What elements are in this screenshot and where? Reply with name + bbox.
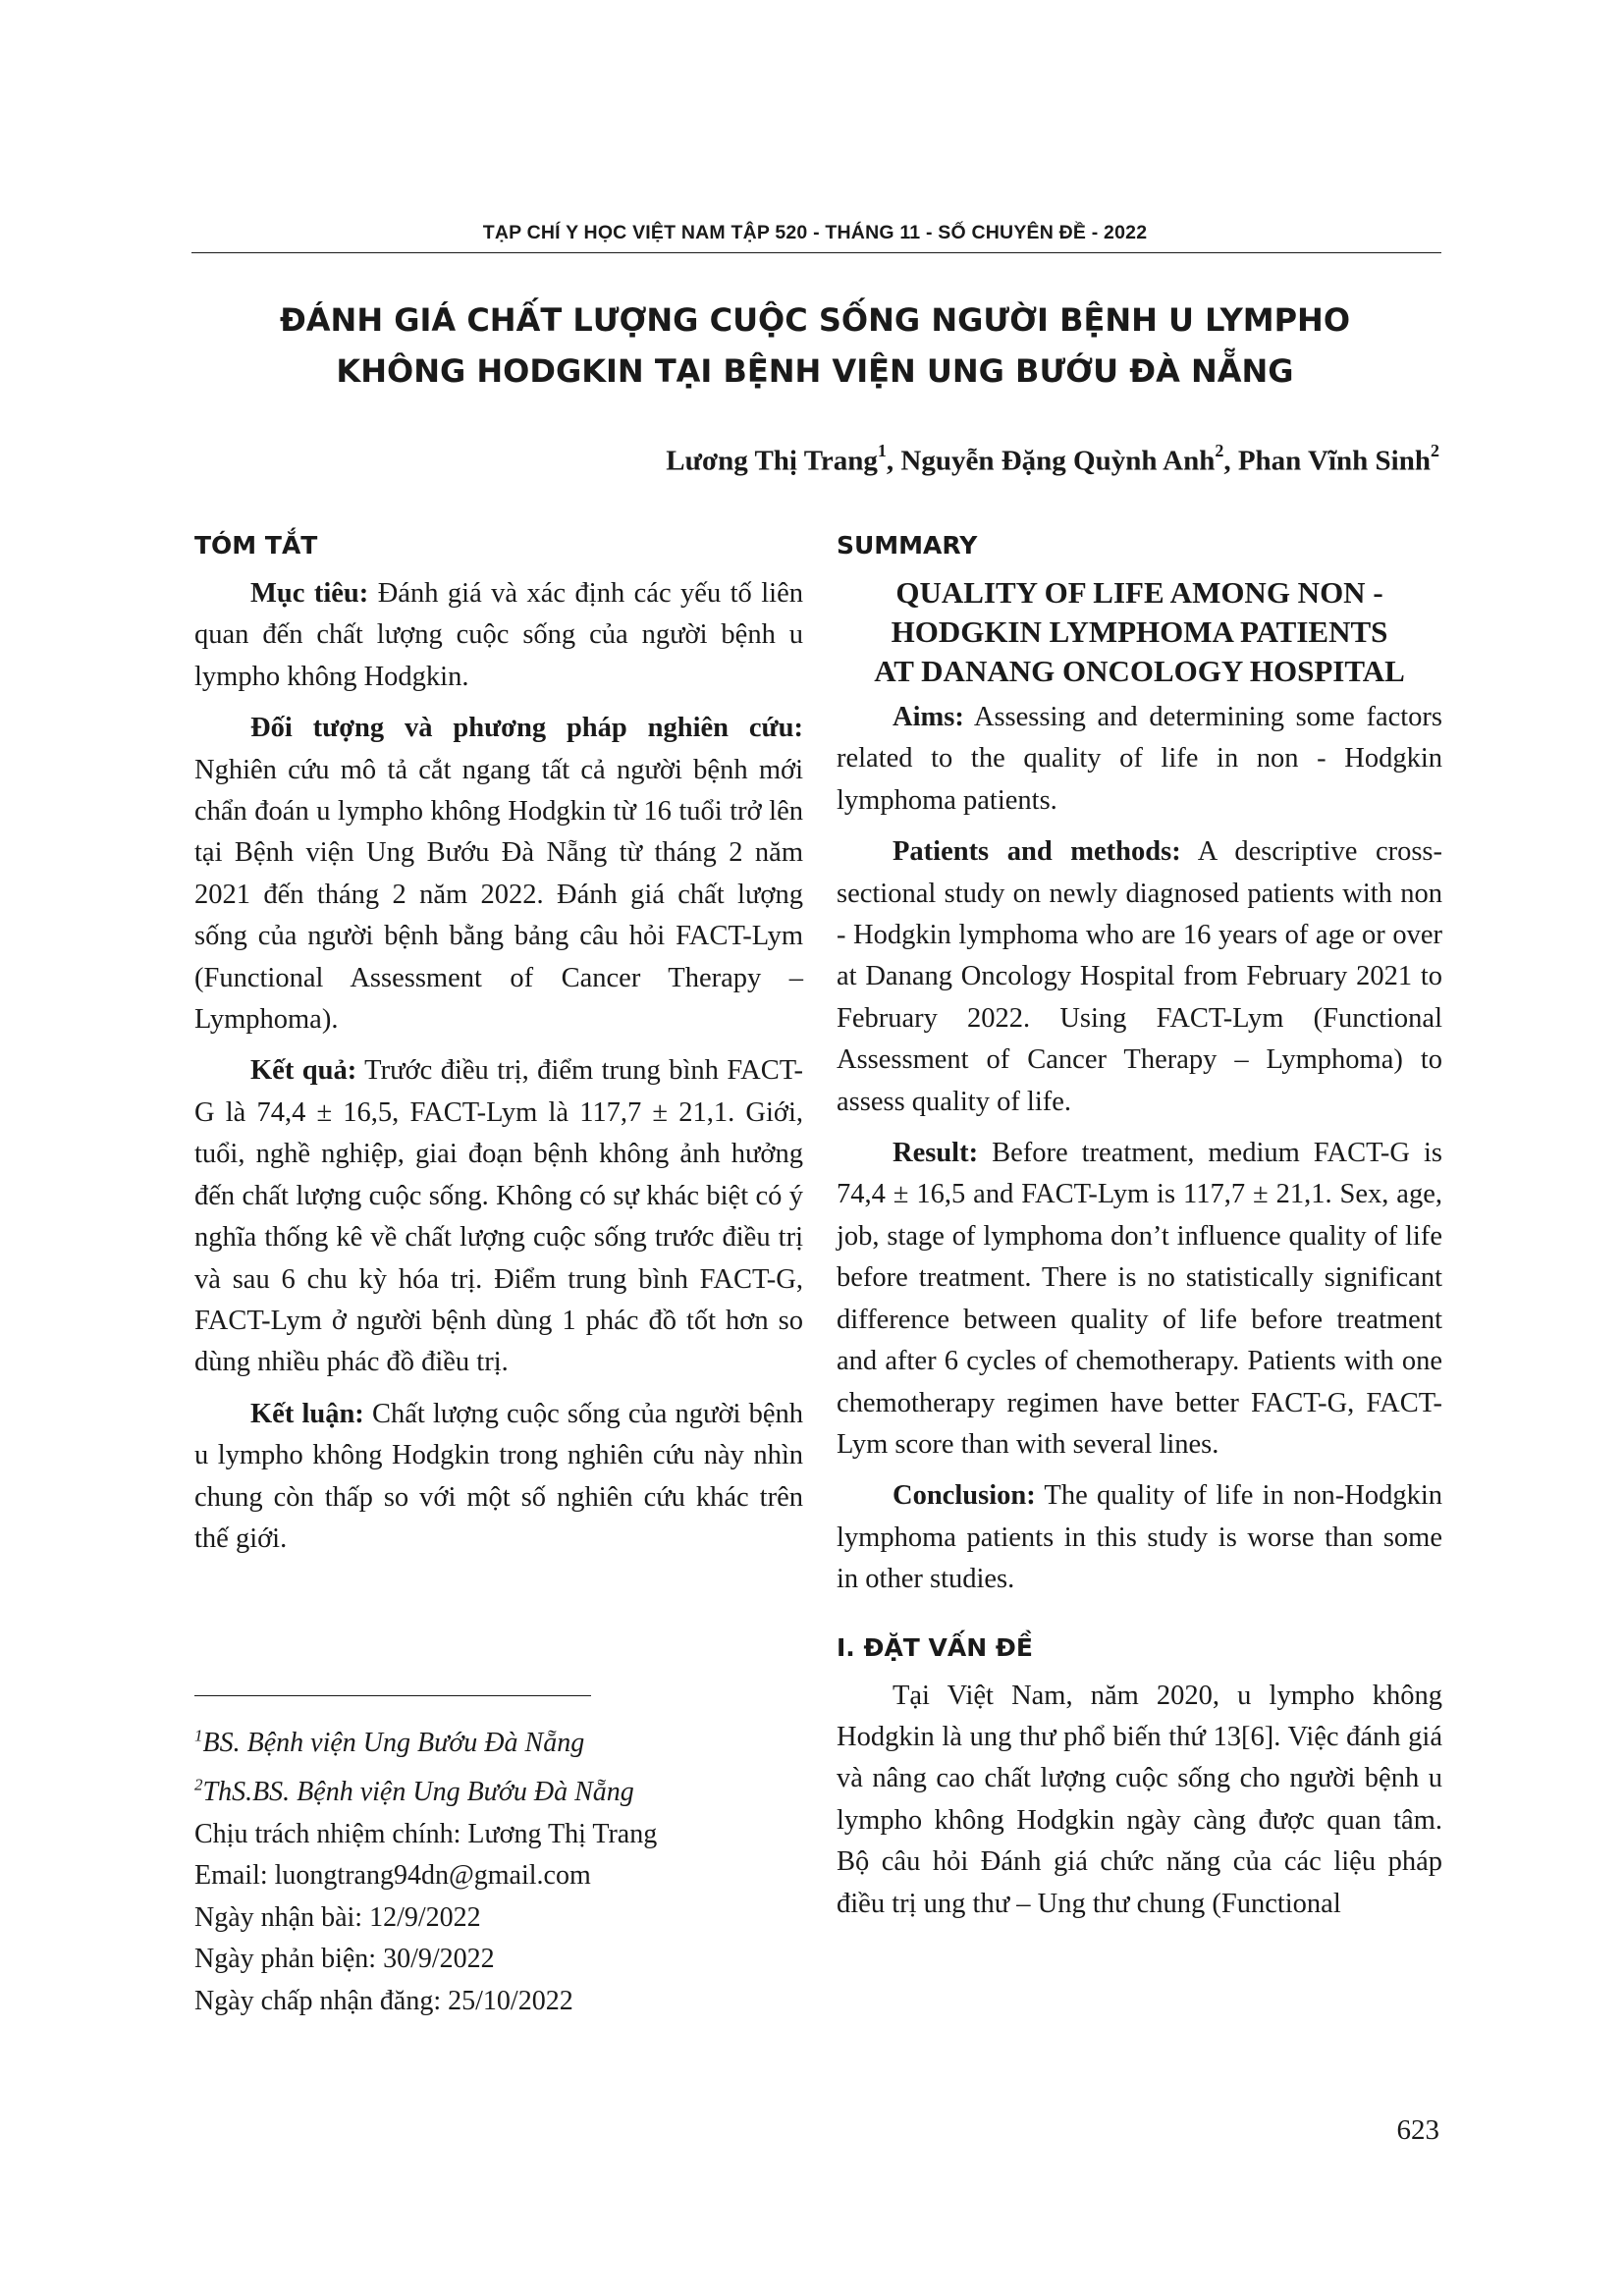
paragraph-label: Đối tượng và phương pháp nghiên cứu:: [250, 713, 803, 744]
affiliation-mark: 2: [194, 1775, 203, 1794]
abstract-vi-methods: [194, 708, 803, 1041]
author-name: Nguyễn Đặng Quỳnh Anh: [900, 445, 1216, 477]
abstract-vi-heading: TÓM TẮT: [194, 531, 318, 560]
abstract-vi-results: [194, 1050, 803, 1383]
paragraph-text: Chất lượng cuộc sống của người bệnh u lympho không Hodgkin trong nghiên cứu này nhìn chung còn thấp so với một số nghiên cứu khác trên thế giới.: [194, 1398, 804, 1554]
date-accepted: Ngày chấp nhận đăng: 25/10/2022: [194, 1985, 573, 2016]
footnotes: [194, 1716, 657, 2022]
author-name: Lương Thị Trang: [666, 445, 878, 477]
paragraph-text: Đánh giá và xác định các yếu tố liên quan đến chất lượng cuộc sống của người bệnh u lympho không Hodgkin.: [194, 578, 803, 692]
affiliation-text: BS. Bệnh viện Ung Bướu Đà Nẵng: [202, 1728, 585, 1759]
email: Email: luongtrang94dn@gmail.com: [194, 1860, 591, 1892]
abstract-vi-conclusion: [194, 1394, 803, 1561]
date-received: Ngày nhận bài: 12/9/2022: [194, 1901, 481, 1933]
summary-conclusion: [837, 1475, 1442, 1600]
summary-result: [837, 1133, 1442, 1466]
title-line-2: KHÔNG HODGKIN TẠI BỆNH VIỆN UNG BƯỚU ĐÀ NẴNG: [336, 352, 1294, 390]
intro-heading: I. ĐẶT VẤN ĐỀ: [837, 1632, 1033, 1662]
intro-paragraph: Tại Việt Nam, năm 2020, u lympho không Hodgkin là ung thư phổ biến thứ 13[6]. Việc đánh giá và nâng cao chất lượng cuộc sống cho người bệnh u lympho không Hodgkin ngày càng được quan tâm. Bộ câu hỏi Đánh giá chức năng của các liệu pháp điều trị ung thư – Ung thư chung (Functional: [837, 1680, 1442, 1919]
summary-methods: [837, 831, 1442, 1123]
paragraph-text: Assessing and determining some factors related to the quality of life in non - Hodgkin lymphoma patients.: [837, 702, 1442, 816]
paragraph-text: A descriptive cross-sectional study on newly diagnosed patients with non - Hodgkin lymphoma who are 16 years of age or over at Danang Oncology Hospital from February 2021 to February 2022. Using FACT-Lym (Functional Assessment of Cancer Therapy – Lymphoma) to assess quality of life.: [837, 836, 1443, 1117]
author-affiliation-mark: 2: [1215, 441, 1224, 460]
paragraph-label: Kết luận:: [250, 1398, 364, 1429]
author-affiliation-mark: 2: [1431, 441, 1439, 460]
english-title-line-3: AT DANANG ONCOLOGY HOSPITAL: [874, 654, 1405, 688]
english-title-line-1: QUALITY OF LIFE AMONG NON -: [895, 575, 1383, 610]
author-affiliation-mark: 1: [877, 441, 887, 460]
affiliation-1: [194, 1716, 657, 1765]
right-column: [837, 526, 1442, 1935]
paragraph-label: Conclusion:: [893, 1480, 1036, 1512]
english-title: [837, 573, 1442, 691]
paragraph-label: Result:: [893, 1138, 979, 1169]
date-reviewed: Ngày phản biện: 30/9/2022: [194, 1944, 495, 1975]
author-list: [666, 441, 1439, 478]
author-separator: ,: [1223, 445, 1238, 477]
english-title-line-2: HODGKIN LYMPHOMA PATIENTS: [891, 614, 1388, 649]
page-number: 623: [1396, 2114, 1439, 2146]
corresponding-author: Chịu trách nhiệm chính: Lương Thị Trang: [194, 1818, 658, 1849]
paragraph-label: Kết quả:: [250, 1055, 357, 1087]
title-line-1: ĐÁNH GIÁ CHẤT LƯỢNG CUỘC SỐNG NGƯỜI BỆNH U LYMPHO: [279, 301, 1351, 339]
paragraph-label: Aims:: [893, 702, 964, 732]
header-rule: [191, 252, 1441, 253]
paragraph-text: The quality of life in non-Hodgkin lymphoma patients in this study is worse than some in other studies.: [837, 1480, 1442, 1595]
affiliation-mark: 1: [194, 1727, 203, 1745]
paragraph-text: Trước điều trị, điểm trung bình FACT-G là 74,4 ± 16,5, FACT-Lym là 117,7 ± 21,1. Giới, tuổi, nghề nghiệp, giai đoạn bệnh không ảnh hưởng đến chất lượng cuộc sống. Không có sự khác biệt có ý nghĩa thống kê về chất lượng cuộc sống trước điều trị và sau 6 chu kỳ hóa trị. Điểm trung bình FACT-G, FACT-Lym ở người bệnh dùng 1 phác đồ tốt hơn so dùng nhiều phác đồ điều trị.: [194, 1055, 803, 1378]
summary-aims: [837, 697, 1442, 822]
footnote-rule: [194, 1695, 591, 1696]
affiliation-2: [194, 1765, 657, 1814]
paragraph-label: Mục tiêu:: [250, 578, 369, 609]
abstract-vi-objective: [194, 573, 803, 698]
paragraph-label: Patients and methods:: [893, 836, 1181, 868]
article-title: [191, 294, 1438, 397]
affiliation-text: ThS.BS. Bệnh viện Ung Bướu Đà Nẵng: [202, 1777, 634, 1808]
summary-heading: SUMMARY: [837, 531, 978, 560]
paragraph-text: Before treatment, medium FACT-G is 74,4 ± 16,5 and FACT-Lym is 117,7 ± 21,1. Sex, age, job, stage of lymphoma don’t influence quality of life before treatment. There is no statistically significant difference between quality of life before treatment and after 6 cycles of chemotherapy. Patients with one chemotherapy regimen have better FACT-G, FACT-Lym score than with several lines.: [837, 1138, 1442, 1460]
journal-header: TẠP CHÍ Y HỌC VIỆT NAM TẬP 520 - THÁNG 11 - SỐ CHUYÊN ĐỀ - 2022: [482, 222, 1148, 243]
author-separator: ,: [886, 445, 901, 477]
paragraph-text: Nghiên cứu mô tả cắt ngang tất cả người bệnh mới chẩn đoán u lympho không Hodgkin từ 16 tuổi trở lên tại Bệnh viện Ung Bướu Đà Nẵng từ tháng 2 năm 2021 đến tháng 2 năm 2022. Đánh giá chất lượng sống của người bệnh bằng bảng câu hỏi FACT-Lym (Functional Assessment of Cancer Therapy – Lymphoma).: [194, 754, 803, 1036]
left-column: [194, 526, 803, 1570]
author-name: Phan Vĩnh Sinh: [1237, 445, 1431, 477]
